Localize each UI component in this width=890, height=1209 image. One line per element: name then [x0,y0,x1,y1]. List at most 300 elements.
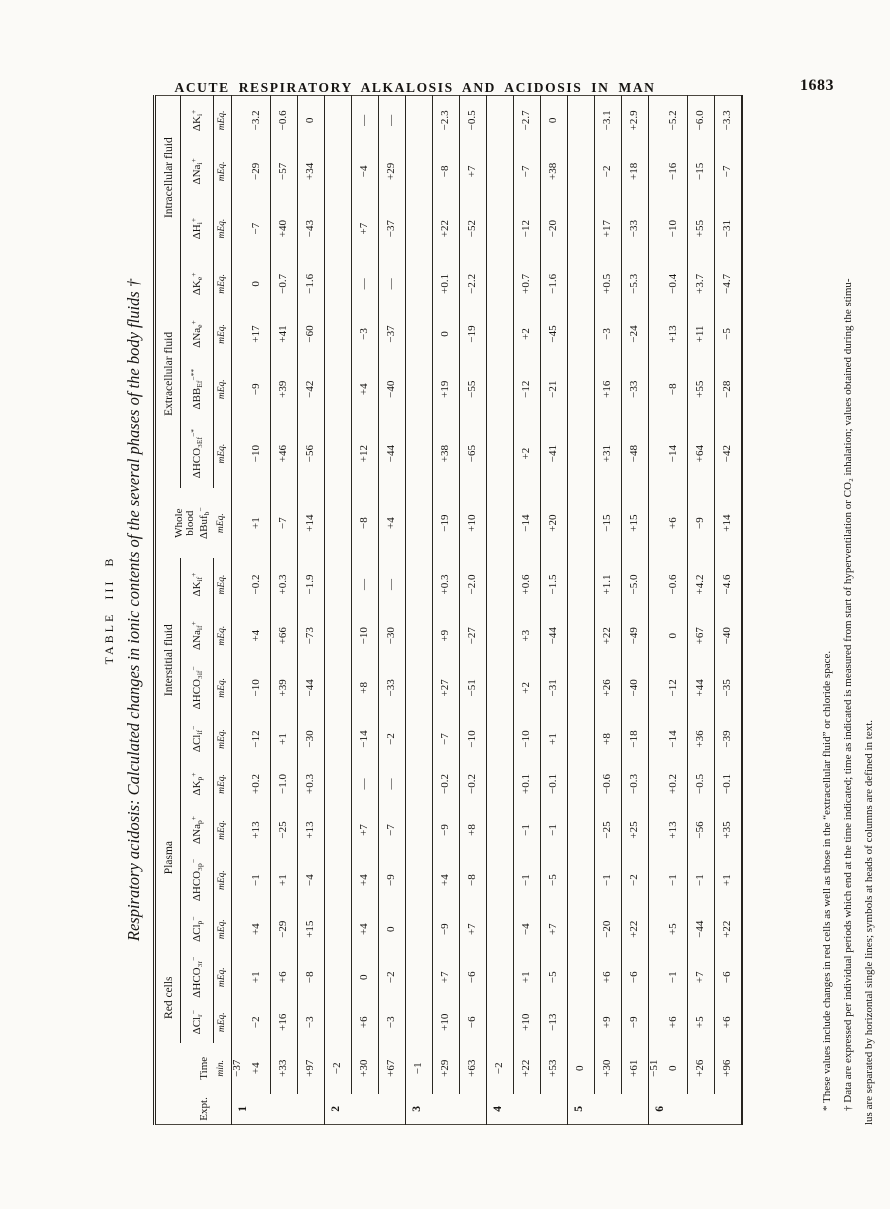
corner-header-expt: Expt. [197,1097,210,1121]
value-cell [487,259,514,308]
value-cell: 0 [352,953,379,1002]
table-row-e1-t+4 [244,96,271,1125]
value-cell: −3 [379,1002,406,1043]
value-cell: +10 [514,1002,541,1043]
value-cell: +4 [250,629,263,642]
value-cell: 0 [379,906,406,953]
value-cell: −56 [688,805,715,854]
value-cell: −18 [622,715,649,762]
value-cell: +0.1 [433,259,460,308]
value-cell [232,419,245,489]
value-cell: −27 [460,611,487,660]
value-cell: +6 [352,1002,379,1043]
value-cell: −2.7 [514,96,541,145]
unit-10: mEq. [214,488,232,558]
page-number: 1683 [800,77,834,94]
value-cell: −1 [541,805,568,854]
value-cell: +0.7 [514,259,541,308]
value-cell: −7 [715,145,743,198]
value-cell: −9 [433,906,460,953]
value-cell: +11 [688,308,715,359]
value-cell [406,259,433,308]
unit-4: mEq. [214,805,232,854]
value-cell: — [352,96,379,145]
value-cell: −35 [715,660,743,715]
value-cell [406,419,433,489]
value-cell: +2 [514,308,541,359]
value-cell: −8 [460,855,487,906]
table-row-e1-t+97 [298,96,325,1125]
unit-15: mEq. [214,198,232,259]
value-cell: −6 [622,953,649,1002]
value-cell: −0.1 [541,762,568,805]
value-cell: −0.7 [271,259,298,308]
value-cell [406,805,433,854]
value-cell: +20 [541,488,568,558]
value-cell: −30 [298,715,325,762]
footnote-dagger-cont: lus are separated by horizontal single lines; symbols at heads of columns are defined in text. [863,719,875,1125]
value-cell: +13 [667,325,680,343]
column-symbol-6: ΔCl$_{if}$− [181,715,214,762]
column-symbol-11: $\Delta HCO_3_{Ef}^{-*}$ [181,419,214,489]
value-cell [325,308,352,359]
value-cell: +4 [433,855,460,906]
value-cell: +66 [271,611,298,660]
unit-16: mEq. [214,145,232,198]
value-cell: −2.2 [460,259,487,308]
value-cell: −8 [433,145,460,198]
value-cell: −0.5 [688,762,715,805]
value-cell [406,145,433,198]
value-cell [406,96,433,145]
value-cell: −1 [514,805,541,854]
value-cell: −13 [541,1002,568,1043]
value-cell: −9 [250,383,263,396]
value-cell [487,419,514,489]
value-cell: −15 [688,145,715,198]
value-cell: −28 [715,360,743,419]
value-cell: +4 [352,360,379,419]
group-whole-blood: Whole blood ΔBuf$_b$− [172,507,211,539]
value-cell: +7 [541,906,568,953]
value-cell: −44 [688,906,715,953]
value-cell [649,488,662,558]
value-cell: −14 [667,445,680,463]
value-cell: −9 [379,855,406,906]
value-cell: −3 [595,308,622,359]
value-cell: −1 [688,855,715,906]
value-cell: +0.3 [271,558,298,611]
value-cell [406,660,433,715]
table-row-e2-t+67 [379,96,406,1125]
time-cell: +29 [433,1043,460,1094]
value-cell [325,611,352,660]
value-cell: −48 [622,419,649,489]
value-cell [325,762,352,805]
value-cell [325,906,352,953]
table-row-e3-t−1 [406,96,433,1125]
value-cell [325,805,352,854]
value-cell: 0 [433,308,460,359]
value-cell: −3 [298,1002,325,1043]
value-cell: −0.2 [433,762,460,805]
value-cell: −33 [622,198,649,259]
unit-time: min. [214,1043,232,1094]
value-cell [649,660,662,715]
value-cell: −0.2 [250,574,263,595]
value-cell [649,906,662,953]
value-cell [406,1002,433,1043]
group-interstitial-fluid: Interstitial fluid [155,558,181,763]
value-cell: 0 [250,281,263,287]
value-cell [568,715,595,762]
value-cell [232,198,245,259]
column-symbol-5: $\Delta K_p^+$ [181,762,214,805]
value-cell: −8 [352,488,379,558]
value-cell [406,953,433,1002]
column-symbol-2: ΔCl$_p$− [181,906,214,953]
expt-number-1: 1 [237,1106,249,1112]
time-cell: 0 [568,1043,595,1094]
value-cell [406,611,433,660]
value-cell [487,762,514,805]
value-cell: −2 [379,953,406,1002]
table-row-e3-t+29 [433,96,460,1125]
value-cell: −2 [379,715,406,762]
value-cell: +31 [595,419,622,489]
value-cell [325,660,352,715]
value-cell: −42 [298,360,325,419]
value-cell [406,762,433,805]
value-cell: −16 [667,162,680,180]
value-cell [325,1002,352,1043]
value-cell [649,96,662,145]
unit-12: mEq. [214,360,232,419]
table-row-e4-t−2 [487,96,514,1125]
value-cell: −1 [514,855,541,906]
value-cell: +8 [352,660,379,715]
value-cell: −29 [250,162,263,180]
time-cell: +22 [514,1043,541,1094]
value-cell: — [379,96,406,145]
table-row-e5-t+30 [595,96,622,1125]
value-cell: −40 [715,611,743,660]
value-cell: −1.5 [541,558,568,611]
table-row-e1-t+33 [271,96,298,1125]
value-cell: −49 [622,611,649,660]
value-cell: −12 [250,730,263,748]
time-cell: +61 [622,1043,649,1094]
value-cell [406,360,433,419]
value-cell: +39 [271,660,298,715]
time-cell: −51 [649,1043,662,1094]
value-cell: +16 [595,360,622,419]
value-cell [649,308,662,359]
value-cell [649,198,662,259]
value-cell [232,953,245,1002]
value-cell [325,419,352,489]
value-cell: +10 [460,488,487,558]
value-cell [232,762,245,805]
value-cell: −12 [514,360,541,419]
value-cell: +13 [298,805,325,854]
value-cell: +15 [622,488,649,558]
value-cell: −37 [379,308,406,359]
value-cell: −20 [541,198,568,259]
value-cell: +8 [595,715,622,762]
value-cell: +0.3 [298,762,325,805]
group-plasma: Plasma [155,762,181,952]
value-cell [568,558,595,611]
value-cell: +22 [595,611,622,660]
footnote-dagger: † Data are expressed per individual periods which end at the time indicated; time as indicated is measured from start of hyperventilation or CO₂ inhalation; values obtained during the stimu- [842,278,854,1111]
time-cell: +53 [541,1043,568,1094]
value-cell: +26 [595,660,622,715]
table-row-e4-t+22 [514,96,541,1125]
value-cell: −31 [541,660,568,715]
value-cell: +7 [688,953,715,1002]
value-cell: −12 [667,679,680,697]
value-cell: −6.0 [688,96,715,145]
value-cell: 0 [667,632,680,639]
value-cell [649,953,662,1002]
value-cell: +22 [622,906,649,953]
table-row-e4-t+53 [541,96,568,1125]
value-cell: −12 [514,198,541,259]
time-cell: +67 [379,1043,406,1094]
value-cell: −14 [514,488,541,558]
value-cell: −25 [595,805,622,854]
value-cell: +9 [595,1002,622,1043]
column-symbol-7: $\Delta HCO_3_{if}^-$ [181,660,214,715]
unit-8: mEq. [214,611,232,660]
value-cell [568,906,595,953]
value-cell: −29 [271,906,298,953]
value-cell: −40 [379,360,406,419]
value-cell [568,145,595,198]
value-cell: +55 [688,198,715,259]
value-cell: +4 [250,923,263,936]
value-cell: −9 [688,488,715,558]
value-cell [649,1002,662,1043]
table-row-e6-t+26 [688,96,715,1125]
time-cell: −2 [487,1043,514,1094]
table-row-e2-t−2 [325,96,352,1125]
value-cell: 0 [541,96,568,145]
value-cell: −55 [460,360,487,419]
value-cell: −14 [667,730,680,748]
value-cell: +1.1 [595,558,622,611]
value-cell [487,660,514,715]
value-cell: +14 [715,488,743,558]
value-cell [325,259,352,308]
value-cell: +44 [688,660,715,715]
value-cell [487,715,514,762]
column-symbol-16: ΔNa$_i$+ [181,145,214,198]
value-cell: +0.2 [250,773,263,794]
value-cell: 0 [298,96,325,145]
table-row-e1-t−37 [232,96,245,1125]
value-cell: −15 [595,488,622,558]
value-cell: −14 [352,715,379,762]
rotated-table-block [100,95,890,1125]
value-cell: +14 [298,488,325,558]
expt-number-3: 3 [406,1094,487,1125]
value-cell [325,360,352,419]
value-cell [487,953,514,1002]
value-cell [325,145,352,198]
value-cell [568,198,595,259]
value-cell [568,96,595,145]
value-cell: −1.6 [298,259,325,308]
column-symbol-14: $\Delta K_e^+$ [181,259,214,308]
column-symbol-9: $\Delta K_{if}^+$ [181,558,214,611]
value-cell: −8 [298,953,325,1002]
table-row-e6-t+96 [715,96,743,1125]
unit-6: mEq. [214,715,232,762]
group-extracellular-fluid: Extracellular fluid [155,259,181,488]
time-cell: −37 [231,1059,244,1077]
value-cell: — [352,762,379,805]
value-cell: +2.9 [622,96,649,145]
table-caption-label: TABLE III B [102,555,116,665]
value-cell: −73 [298,611,325,660]
value-cell: — [352,558,379,611]
value-cell [568,1002,595,1043]
expt-number-2: 2 [325,1094,406,1125]
value-cell [325,558,352,611]
running-head: ACUTE RESPIRATORY ALKALOSIS AND ACIDOSIS IN MAN [174,80,656,95]
column-symbol-1: $\Delta HCO_3_r^-$ [181,953,214,1002]
value-cell: −1 [250,874,263,886]
value-cell: +64 [688,419,715,489]
table-row-e5-t0 [568,96,595,1125]
value-cell: +0.1 [514,762,541,805]
value-cell: −40 [622,660,649,715]
value-cell [649,145,662,198]
value-cell [487,145,514,198]
value-cell [232,611,245,660]
value-cell: +0.3 [433,558,460,611]
value-cell: −2 [250,1016,263,1029]
value-cell: −6 [715,953,743,1002]
value-cell [487,558,514,611]
value-cell: −4.7 [715,259,743,308]
value-cell: +4 [379,488,406,558]
value-cell: +0.6 [514,558,541,611]
value-cell [487,488,514,558]
value-cell [406,198,433,259]
value-cell: −5 [715,308,743,359]
value-cell: +1 [250,971,263,984]
value-cell: +0.5 [595,259,622,308]
column-symbol-4: ΔNa$_p$+ [181,805,214,854]
column-symbol-0: ΔCl$_r$− [181,1002,214,1043]
value-cell: +1 [271,715,298,762]
unit-14: mEq. [214,259,232,308]
time-cell: 0 [667,1065,680,1072]
column-symbol-3: $\Delta HCO_3_p^-$ [181,855,214,906]
table-row-e6-t0 [661,96,688,1125]
value-cell [406,906,433,953]
value-cell: +7 [460,145,487,198]
value-cell [649,558,662,611]
value-cell: +7 [460,906,487,953]
value-cell: −45 [541,308,568,359]
value-cell [232,488,245,558]
value-cell: −30 [379,611,406,660]
value-cell: −1.6 [541,259,568,308]
value-cell: −24 [622,308,649,359]
value-cell: — [352,259,379,308]
value-cell [232,558,245,611]
corner-header-time: Time [197,1056,210,1080]
value-cell [649,715,662,762]
value-cell: +41 [271,308,298,359]
value-cell [568,308,595,359]
value-cell [568,805,595,854]
value-cell [325,855,352,906]
value-cell: +4.2 [688,558,715,611]
time-cell: +63 [460,1043,487,1094]
column-symbol-12: $\Delta BB_{Ef}^{-**}$ [181,360,214,419]
value-cell: −7 [250,222,263,235]
value-cell: +13 [250,821,263,839]
value-cell [568,611,595,660]
expt-number-6: 6 [649,1094,743,1125]
value-cell: −7 [514,145,541,198]
value-cell [232,360,245,419]
unit-0: mEq. [214,1002,232,1043]
table-row-e5-t+61 [622,96,649,1125]
value-cell: +6 [271,953,298,1002]
unit-9: mEq. [214,558,232,611]
value-cell [406,558,433,611]
value-cell [232,660,245,715]
group-red-cells: Red cells [155,953,181,1043]
value-cell [568,360,595,419]
time-cell: +4 [250,1062,263,1075]
value-cell [325,488,352,558]
value-cell: −51 [460,660,487,715]
value-cell: +1 [541,715,568,762]
value-cell: −60 [298,308,325,359]
value-cell [325,715,352,762]
unit-7: mEq. [214,660,232,715]
value-cell: +3.7 [688,259,715,308]
expt-number-5: 5 [568,1094,649,1125]
value-cell: −52 [460,198,487,259]
value-cell: −1 [667,874,680,886]
unit-11: mEq. [214,419,232,489]
value-cell [649,762,662,805]
value-cell: +2 [514,660,541,715]
value-cell: +17 [595,198,622,259]
value-cell: −7 [271,488,298,558]
unit-empty [214,1094,232,1125]
value-cell [568,488,595,558]
value-cell [487,611,514,660]
time-cell: +30 [352,1043,379,1094]
value-cell: −1.0 [271,762,298,805]
value-cell: −0.6 [667,574,680,595]
value-cell: −19 [433,488,460,558]
value-cell: +4 [352,906,379,953]
value-cell [568,953,595,1002]
value-cell [325,96,352,145]
value-cell: −57 [271,145,298,198]
group-intracellular-fluid: Intracellular fluid [155,96,181,260]
